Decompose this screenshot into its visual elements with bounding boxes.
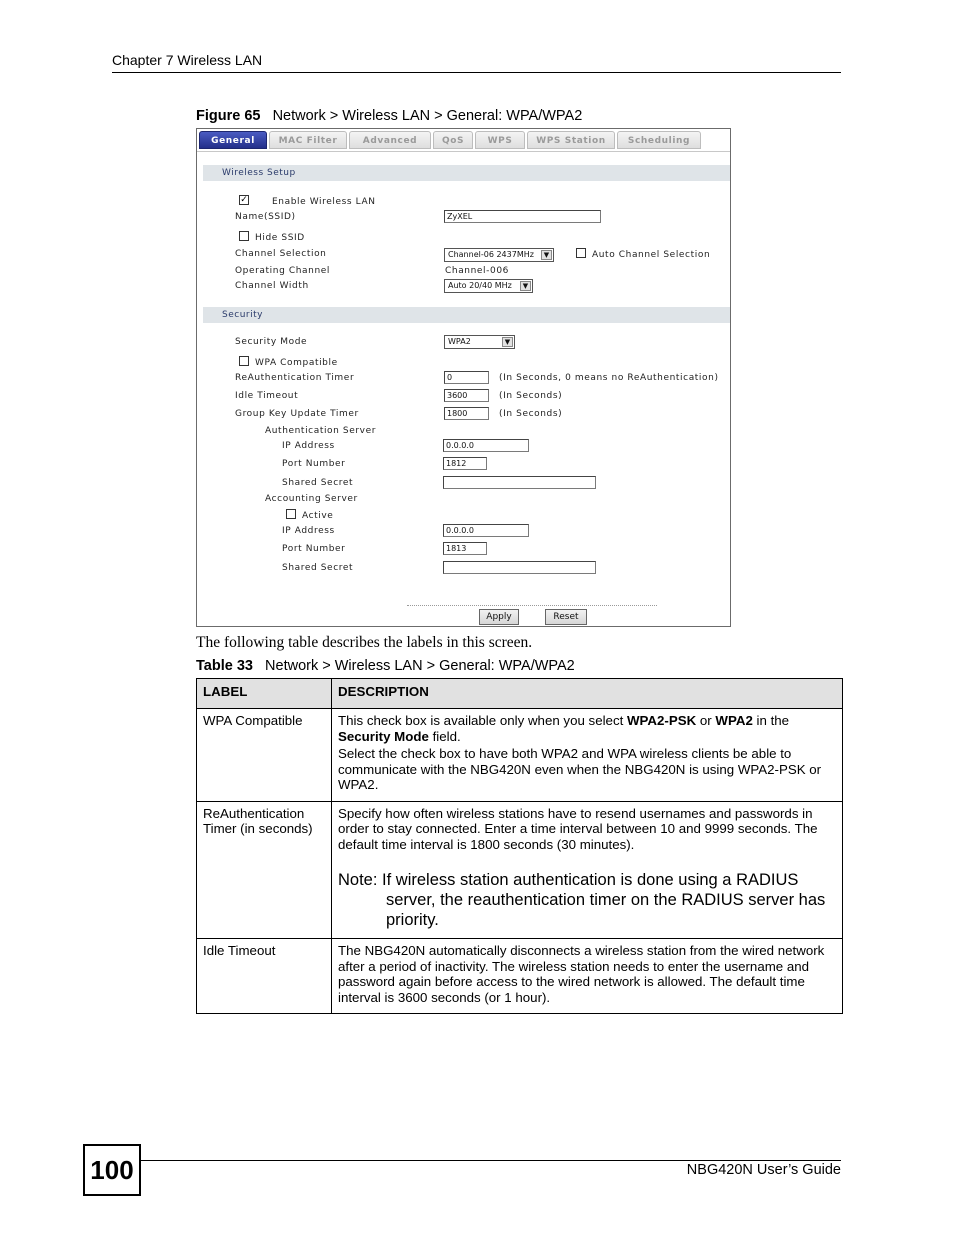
tab-wps-station[interactable]: WPS Station — [527, 131, 615, 149]
security-mode-value: WPA2 — [448, 337, 471, 346]
acct-active-label: Active — [302, 511, 334, 521]
intro-text: The following table describes the labels in this screen. — [196, 634, 533, 651]
enable-wireless-checkbox[interactable]: ✓ — [240, 195, 248, 205]
label-description-table — [196, 678, 843, 1014]
row-label: WPA Compatible — [197, 709, 332, 802]
auth-port-input[interactable]: 1812 — [443, 457, 487, 470]
idle-timeout-input[interactable]: 3600 — [444, 389, 489, 402]
group-key-timer-label: Group Key Update Timer — [235, 409, 359, 419]
note-text: Note: If wireless station authentication is done using a RADIUS server, the reauthentication timer on the RADIUS server has priority. — [338, 871, 826, 929]
channel-width-select[interactable] — [444, 279, 533, 293]
description-column-header: DESCRIPTION — [332, 679, 843, 709]
auth-ip-label: IP Address — [282, 441, 335, 451]
operating-channel-label: Operating Channel — [235, 266, 331, 276]
channel-width-value: Auto 20/40 MHz — [448, 281, 512, 290]
guide-title: NBG420N User’s Guide — [686, 1162, 841, 1178]
enable-wireless-label: Enable Wireless LAN — [272, 197, 376, 207]
reauth-timer-hint: (In Seconds, 0 means no ReAuthentication) — [499, 373, 719, 383]
ssid-label: Name(SSID) — [235, 212, 296, 222]
row-description — [332, 939, 843, 1014]
auth-server-heading: Authentication Server — [265, 426, 377, 436]
chapter-header: Chapter 7 Wireless LAN — [112, 52, 263, 68]
header-rule — [112, 72, 841, 73]
wireless-lan-screenshot — [196, 128, 731, 627]
table-header-row — [197, 679, 843, 709]
row-description — [332, 709, 843, 802]
description-paragraph: This check box is available only when you select WPA2-PSK or WPA2 in the Security Mode field. — [338, 713, 790, 744]
acct-ip-label: IP Address — [282, 526, 335, 536]
auto-channel-label: Auto Channel Selection — [592, 250, 711, 260]
tab-general[interactable]: General — [199, 131, 267, 149]
tab-qos[interactable]: QoS — [433, 131, 473, 149]
tab-advanced[interactable]: Advanced — [349, 131, 431, 149]
auth-port-label: Port Number — [282, 459, 346, 469]
description-paragraph: Specify how often wireless stations have to resend usernames and passwords in order to stay connected. Enter a time interval between 10 and 9999 seconds. The default time interval is 1800 seconds (30 minutes). — [338, 805, 818, 852]
auth-secret-label: Shared Secret — [282, 478, 354, 488]
chevron-down-icon: ▼ — [520, 281, 531, 291]
hide-ssid-checkbox[interactable] — [239, 231, 249, 241]
acct-secret-label: Shared Secret — [282, 563, 354, 573]
wpa-compatible-label: WPA Compatible — [255, 358, 338, 368]
reauth-timer-label: ReAuthentication Timer — [235, 373, 355, 383]
table-label: Table 33 — [196, 658, 253, 674]
channel-selection-value: Channel-06 2437MHz — [448, 250, 534, 259]
table-row — [197, 801, 843, 939]
security-mode-select[interactable] — [444, 335, 515, 349]
hide-ssid-label: Hide SSID — [255, 233, 305, 243]
idle-timeout-label: Idle Timeout — [235, 391, 299, 401]
figure-title: Network > Wireless LAN > General: WPA/WPA2 — [272, 108, 583, 124]
chevron-down-icon: ▼ — [541, 250, 552, 260]
security-mode-label: Security Mode — [235, 337, 308, 347]
acct-secret-input[interactable] — [443, 561, 596, 574]
table-row — [197, 709, 843, 802]
description-paragraph: Select the check box to have both WPA2 and WPA wireless clients be able to communicate with the NBG420N even when the NBG420N is using WPA2-PSK or WPA2. — [338, 746, 822, 792]
group-key-timer-input[interactable]: 1800 — [444, 407, 489, 420]
idle-timeout-hint: (In Seconds) — [499, 391, 563, 401]
label-column-header: LABEL — [197, 679, 332, 709]
acct-ip-input[interactable]: 0.0.0.0 — [443, 524, 529, 537]
wireless-setup-heading: Wireless Setup — [203, 165, 731, 181]
apply-button[interactable]: Apply — [479, 609, 519, 625]
page-number: 100 — [83, 1144, 141, 1196]
acct-active-checkbox[interactable] — [286, 509, 296, 519]
auth-secret-input[interactable] — [443, 476, 596, 489]
ssid-input[interactable]: ZyXEL — [444, 210, 601, 223]
table-caption — [196, 658, 575, 674]
reset-button[interactable]: Reset — [545, 609, 587, 625]
operating-channel-value: Channel-006 — [445, 266, 509, 276]
security-heading: Security — [203, 307, 731, 323]
tab-wps[interactable]: WPS — [475, 131, 525, 149]
channel-width-label: Channel Width — [235, 281, 309, 291]
tab-scheduling[interactable]: Scheduling — [617, 131, 701, 149]
acct-server-heading: Accounting Server — [265, 494, 358, 504]
table-row — [197, 939, 843, 1014]
tab-mac-filter[interactable]: MAC Filter — [269, 131, 347, 149]
acct-port-input[interactable]: 1813 — [443, 542, 487, 555]
chevron-down-icon: ▼ — [502, 337, 513, 347]
figure-caption — [196, 108, 582, 124]
auth-ip-input[interactable]: 0.0.0.0 — [443, 439, 529, 452]
channel-selection-label: Channel Selection — [235, 249, 327, 259]
wpa-compatible-checkbox[interactable] — [239, 356, 249, 366]
row-label: ReAuthentication Timer (in seconds) — [197, 801, 332, 939]
row-label: Idle Timeout — [197, 939, 332, 1014]
group-key-timer-hint: (In Seconds) — [499, 409, 563, 419]
auto-channel-checkbox[interactable] — [576, 248, 586, 258]
channel-selection-select[interactable] — [444, 248, 554, 262]
button-divider — [407, 605, 657, 606]
row-description — [332, 801, 843, 939]
figure-label: Figure 65 — [196, 108, 261, 124]
reauth-timer-input[interactable]: 0 — [444, 371, 489, 384]
footer-rule — [141, 1160, 841, 1161]
table-title: Network > Wireless LAN > General: WPA/WPA2 — [265, 658, 575, 674]
acct-port-label: Port Number — [282, 544, 346, 554]
description-paragraph: The NBG420N automatically disconnects a wireless station from the wired network after a period of inactivity. The wireless station needs to enter the username and password again before access to the wired network is allowed. The default time interval is 3600 seconds (or 1 hour). — [338, 943, 825, 1005]
tab-bar — [197, 129, 730, 152]
